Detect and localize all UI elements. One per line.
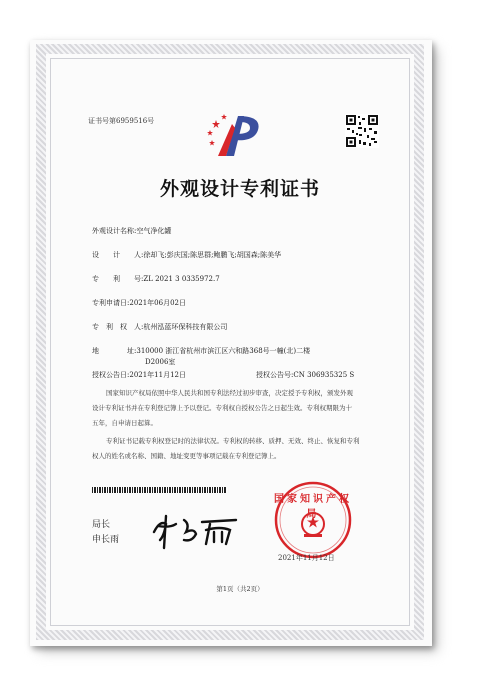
grant-number-label: 授权公告号:	[256, 371, 294, 379]
certificate-number: 证书号第6959516号	[88, 117, 155, 125]
para2-line1: 专利证书记载专利权登记时的法律状况。专利权的转移、质押、无效、终止、恢复和专利	[106, 437, 360, 445]
designer-value: 徐却飞;彭庆国;陈思群;鲍鹏飞;胡国森;陈美华	[143, 251, 282, 259]
design-name-value: 空气净化罐	[136, 227, 172, 235]
legal-paragraph-1	[92, 386, 392, 431]
grant-date-row	[92, 370, 186, 380]
para1-line2: 设计专利证书并在专利登记簿上予以登记。专利权自授权公告之日起生效。专利权期限为十	[92, 404, 352, 412]
address-value-line1: 310000 浙江省杭州市滨江区六和路368号一幢(北)二楼	[136, 347, 311, 355]
filing-date-row	[92, 298, 186, 308]
certificate-title: 外观设计专利证书	[159, 178, 320, 200]
patent-number-value: ZL 2021 3 0335972.7	[143, 275, 220, 283]
patentee-label: 专 利 权 人:	[92, 323, 144, 331]
patent-office-logo-icon	[204, 106, 264, 164]
designer-row	[92, 250, 281, 260]
address-row	[92, 346, 310, 356]
qr-code-icon	[345, 114, 379, 148]
director-title: 局长	[92, 520, 111, 530]
patentee-row	[92, 322, 227, 332]
patent-number-row	[92, 274, 220, 284]
address-label: 地 址:	[92, 347, 137, 355]
director-signature-image	[150, 510, 240, 550]
grant-date-label: 授权公告日:	[92, 371, 130, 379]
barcode-icon	[92, 487, 227, 493]
grant-number-value: CN 306935325 S	[293, 371, 355, 379]
designer-label: 设 计 人:	[92, 251, 144, 259]
filing-date-label: 专利申请日:	[92, 299, 130, 307]
grant-date-value: 2021年11月12日	[129, 371, 186, 379]
para1-line1: 国家知识产权局依照中华人民共和国专利法经过初步审查，决定授予专利权，颁发外观	[106, 389, 353, 397]
para1-line3: 五年，自申请日起算。	[92, 419, 157, 427]
para2-line2: 权人的姓名或名称、国籍、地址变更等事项记载在专利登记簿上。	[92, 452, 281, 460]
director-name: 申长雨	[92, 535, 120, 545]
patentee-value: 杭州泓蓝环保科技有限公司	[143, 323, 228, 331]
page-footer: 第1页（共2页）	[216, 585, 264, 593]
seal-date: 2021年11月12日	[278, 554, 335, 562]
legal-paragraph-2	[92, 434, 392, 464]
design-name-label: 外观设计名称:	[92, 227, 137, 235]
design-name-row	[92, 226, 171, 236]
filing-date-value: 2021年06月02日	[129, 299, 186, 307]
seal-text: 国家知识产权局	[274, 494, 352, 520]
grant-number-row	[256, 370, 354, 380]
patent-number-label: 专 利 号:	[92, 275, 144, 283]
address-value-line2: D2006室	[145, 358, 176, 366]
